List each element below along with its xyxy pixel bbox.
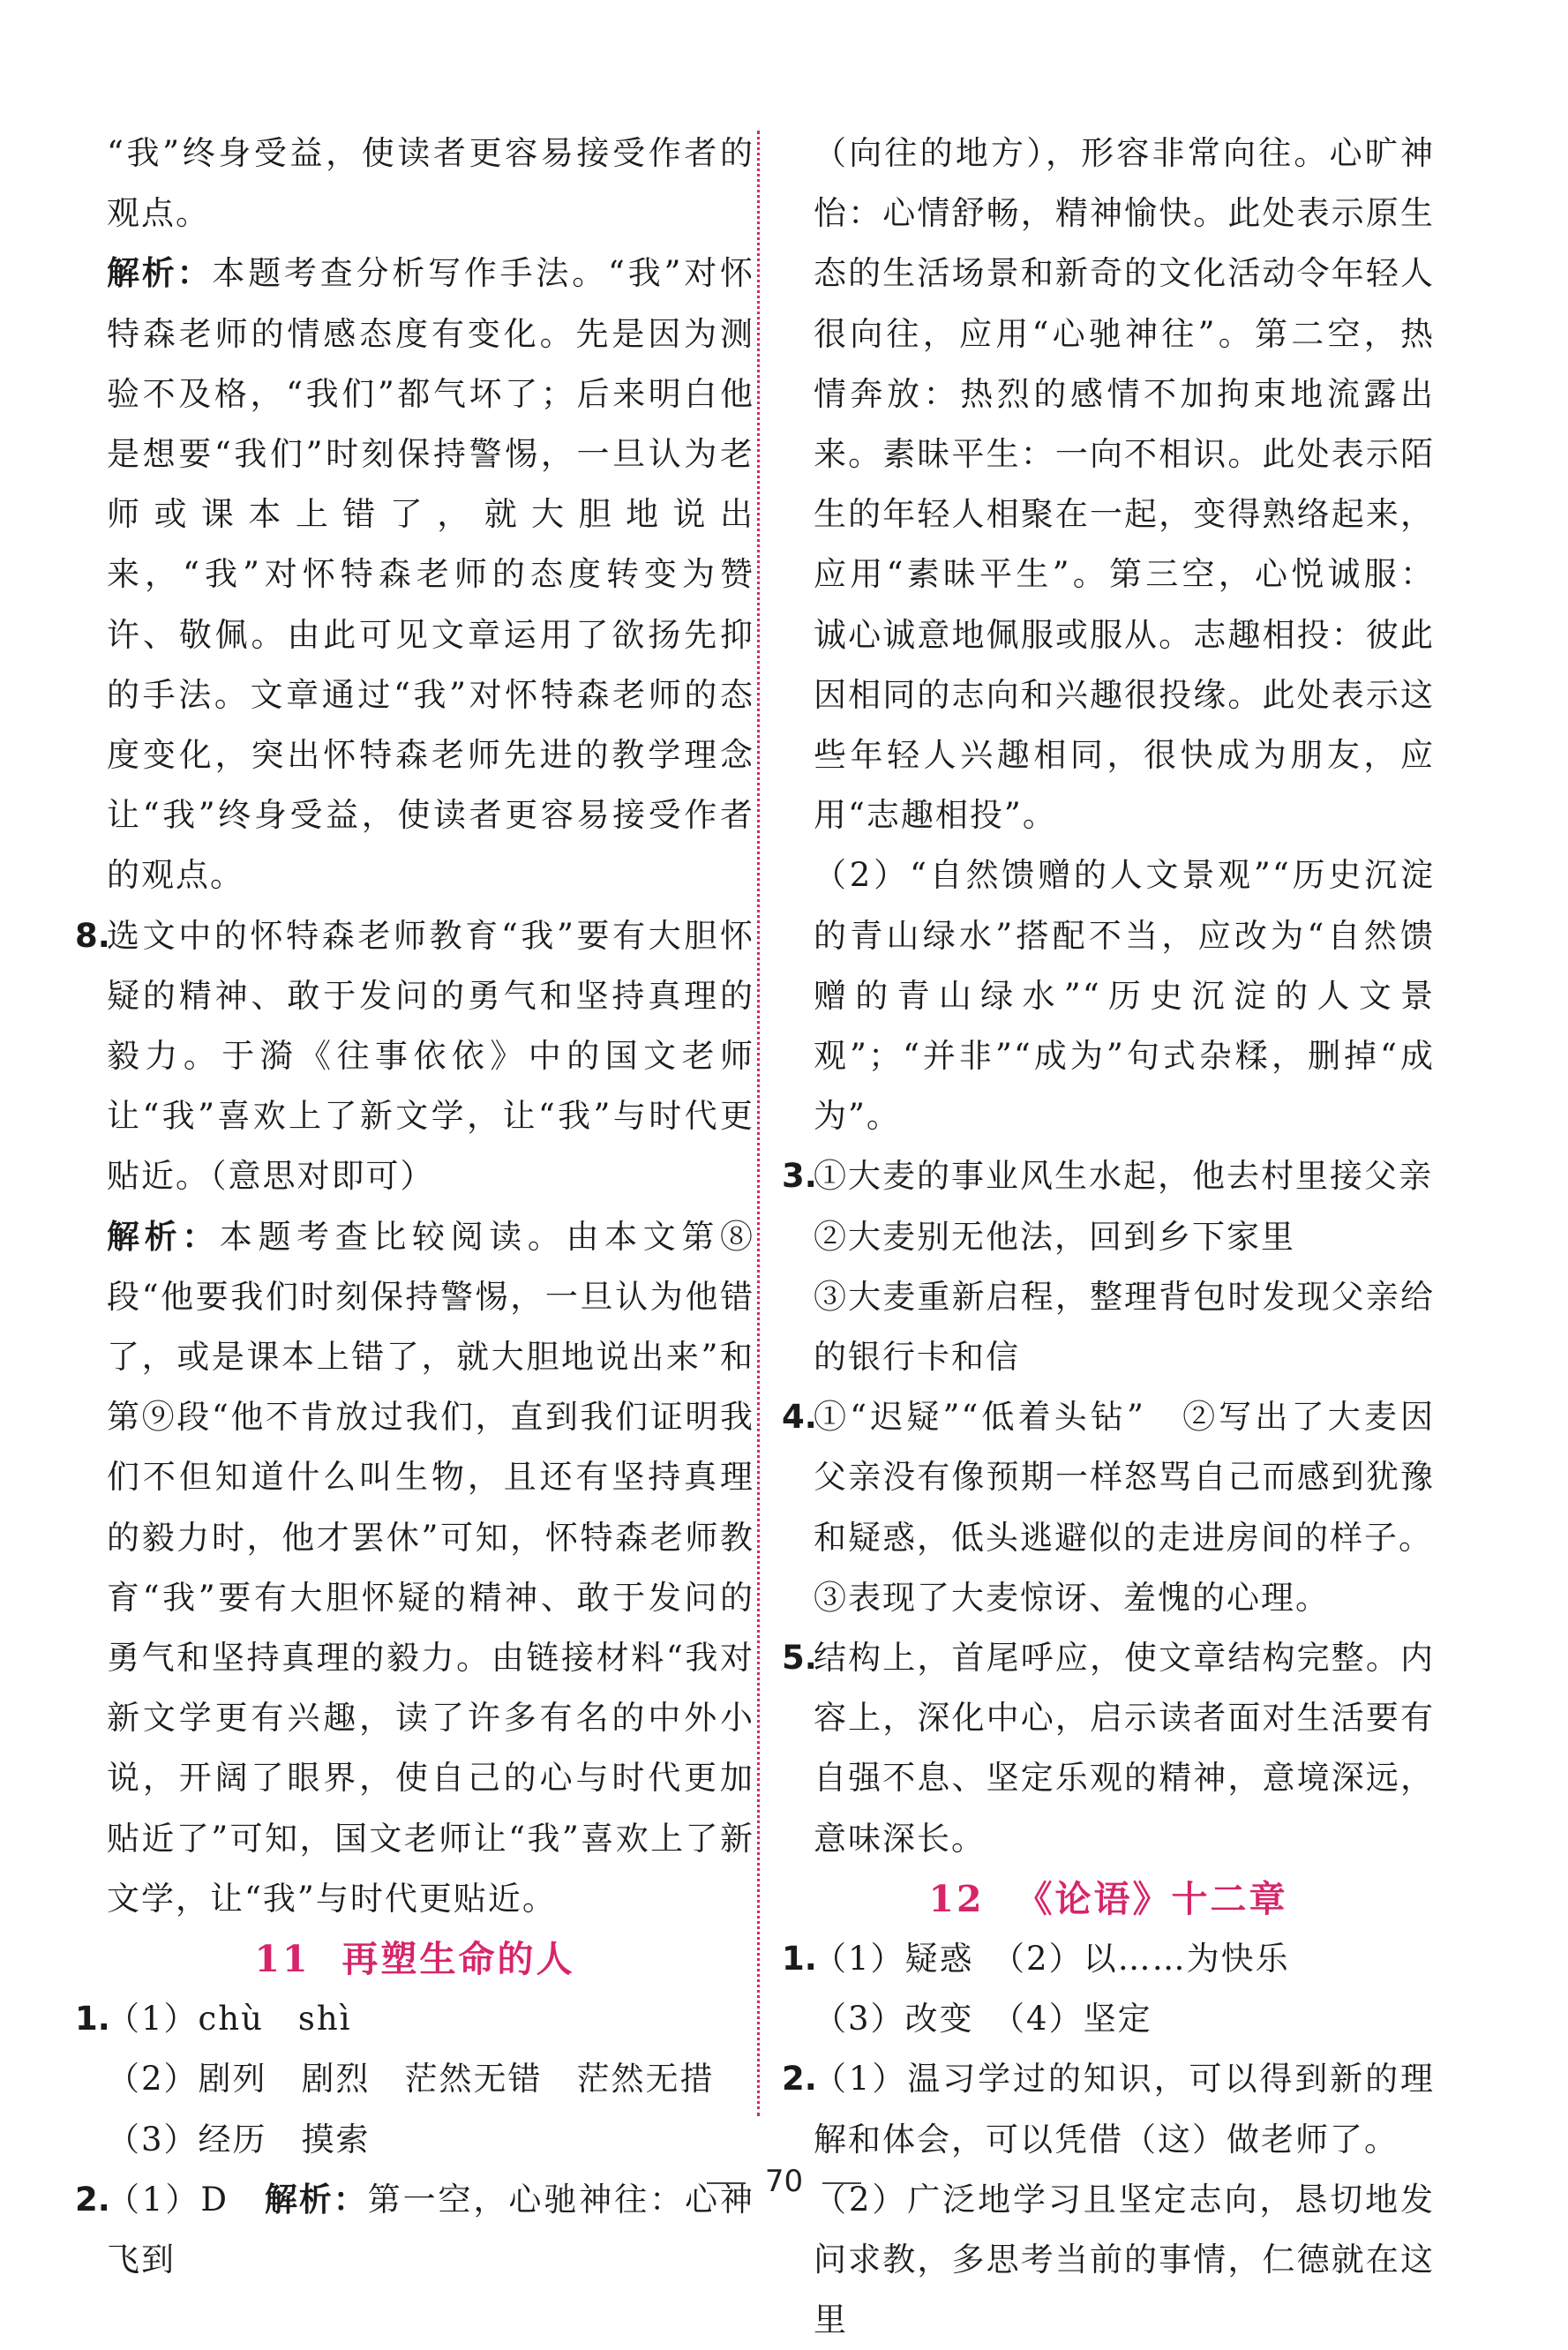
s12-q1-line-1: （1）疑惑 （2）以……为快乐 xyxy=(814,1939,1290,1978)
section-number: 11 xyxy=(254,1938,311,1981)
page-number: 70 xyxy=(764,2164,804,2199)
question-number: 4. xyxy=(782,1398,817,1437)
q4-line-2: ③表现了大麦惊讶、羞愧的心理。 xyxy=(814,1578,1330,1617)
s11-q1-line-1: （1）chù shì xyxy=(107,2000,352,2038)
question-8 xyxy=(75,906,754,1207)
section-11-heading xyxy=(75,1929,754,1989)
analysis-label: 解析： xyxy=(107,1217,220,1256)
section-12-heading xyxy=(782,1869,1435,1929)
s11-q1-line-3: （3）经历 摸索 xyxy=(107,2120,371,2159)
section-title: 《论语》十二章 xyxy=(1016,1877,1288,1920)
question-number: 3. xyxy=(782,1157,817,1196)
s11-question-5 xyxy=(782,1628,1435,1869)
q4-line-1 xyxy=(814,1387,1435,1568)
analysis-label: 解析： xyxy=(107,254,213,293)
s11-q2-continued: （向往的地方），形容非常向往。心旷神怡：心情舒畅，精神愉快。此处表示原生态的生活场景和新奇的文化活动令年轻人很向往，应用“心驰神往”。第二空，热情奔放：热烈的感情不加拘束地流露出来。素昧平生：一向不相识。此处表示陌生的年轻人相聚在一起，变得熟络起来，应用“素昧平生”。第三空，心悦诚服：诚心诚意地佩服或服从。志趣相投：彼此因相同的志向和兴趣很投缘。此处表示这些年轻人兴趣相同，很快成为朋友，应用“志趣相投”。 xyxy=(814,134,1435,835)
s11-q2-part-2: （2）“自然馈赠的人文景观”“历史沉淀的青山绿水”搭配不当，应改为“自然馈赠的青山绿水”“历史沉淀的人文景观”；“并非”“成为”句式杂糅，删掉“成为”。 xyxy=(814,856,1435,1136)
left-column xyxy=(75,124,754,2290)
section-title: 再塑生命的人 xyxy=(341,1938,575,1981)
q4-part-2: ②写出了大麦因父亲没有像预期一样怒骂自己而感到犹豫和疑惑，低头逃避似的走进房间的样子。 xyxy=(814,1398,1436,1557)
q8-analysis-text: 本题考查比较阅读。由本文第⑧段“他要我们时刻保持警惕，一旦认为他错了，或是课本上错了，就大胆地说出来”和第⑨段“他不肯放过我们，直到我们证明我们不但知道什么叫生物，且还有坚持真理的毅力时，他才罢休”可知，怀特森老师教育“我”要有大胆怀疑的精神、敢于发问的勇气和坚持真理的毅力。由链接材料“我对新文学更有兴趣，读了许多有名的中外小说，开阔了眼界，使自己的心与时代更加贴近了”可知，国文老师让“我”喜欢上了新文学，让“我”与时代更贴近。 xyxy=(107,1217,754,1918)
s12-q2-part-1: （1）温习学过的知识，可以得到新的理解和体会，可以凭借（这）做老师了。 xyxy=(814,2060,1435,2159)
question-number: 2. xyxy=(782,2060,817,2098)
question-number: 5. xyxy=(782,1639,817,1678)
question-number: 1. xyxy=(75,2000,110,2038)
q3-line-2: ②大麦别无他法，回到乡下家里 xyxy=(814,1217,1295,1256)
s11-q1-line-2: （2）剧列 剧烈 茫然无错 茫然无措 xyxy=(107,2060,715,2098)
q8-analysis xyxy=(75,1207,754,1929)
q7-analysis xyxy=(75,244,754,905)
question-number: 8. xyxy=(75,916,110,955)
footer-dash-left xyxy=(707,2182,746,2184)
question-number: 2. xyxy=(75,2180,110,2219)
s11-question-3 xyxy=(782,1146,1435,1387)
q7-analysis-text: 本题考查分析写作手法。“我”对怀特森老师的情感态度有变化。先是因为测验不及格，“我们”都气坏了；后来明白他是想要“我们”时刻保持警惕，一旦认为老师或课本上错了，就大胆地说出来，“我”对怀特森老师的态度转变为赞许、敬佩。由此可见文章运用了欲扬先抑的手法。文章通过“我”对怀特森老师的态度变化，突出怀特森老师先进的教学理念让“我”终身受益，使读者更容易接受作者的观点。 xyxy=(107,254,754,895)
s11-question-4 xyxy=(782,1387,1435,1628)
s12-question-1 xyxy=(782,1929,1435,2049)
s11-question-1 xyxy=(75,1989,754,2170)
q3-line-1: ①大麦的事业风生水起，他去村里接父亲 xyxy=(814,1157,1433,1196)
s12-q2-part-2: （2）广泛地学习且坚定志向，恳切地发问求教，多思考当前的事情，仁德就在这里 xyxy=(814,2180,1435,2339)
analysis-label: 解析： xyxy=(264,2180,368,2219)
s11-q2-text: 第一空，心驰神往：心神飞到 xyxy=(107,2180,754,2279)
q7-answer-continued: “我”终身受益，使读者更容易接受作者的观点。 xyxy=(107,134,754,233)
section-number: 12 xyxy=(928,1877,985,1920)
footer-dash-right xyxy=(822,2182,861,2184)
column-divider xyxy=(757,131,760,2116)
right-column xyxy=(782,124,1435,2350)
q4-part-1: ①“迟疑”“低着头钻” xyxy=(814,1398,1145,1437)
q5-answer: 结构上，首尾呼应，使文章结构完整。内容上，深化中心，启示读者面对生活要有自强不息、坚定乐观的精神，意境深远，意味深长。 xyxy=(814,1639,1435,1858)
page-footer xyxy=(0,2164,1568,2199)
question-number: 1. xyxy=(782,1939,817,1978)
q3-line-3: ③大麦重新启程，整理背包时发现父亲给的银行卡和信 xyxy=(814,1277,1435,1377)
s12-q1-line-2: （3）改变 （4）坚定 xyxy=(814,2000,1152,2038)
s12-question-2 xyxy=(782,2049,1435,2350)
s11-q2-lead: （1）D xyxy=(107,2180,265,2219)
q8-answer: 选文中的怀特森老师教育“我”要有大胆怀疑的精神、敢于发问的勇气和坚持真理的毅力。于漪《往事依依》中的国文老师让“我”喜欢上了新文学，让“我”与时代更贴近。（意思对即可） xyxy=(107,916,754,1196)
